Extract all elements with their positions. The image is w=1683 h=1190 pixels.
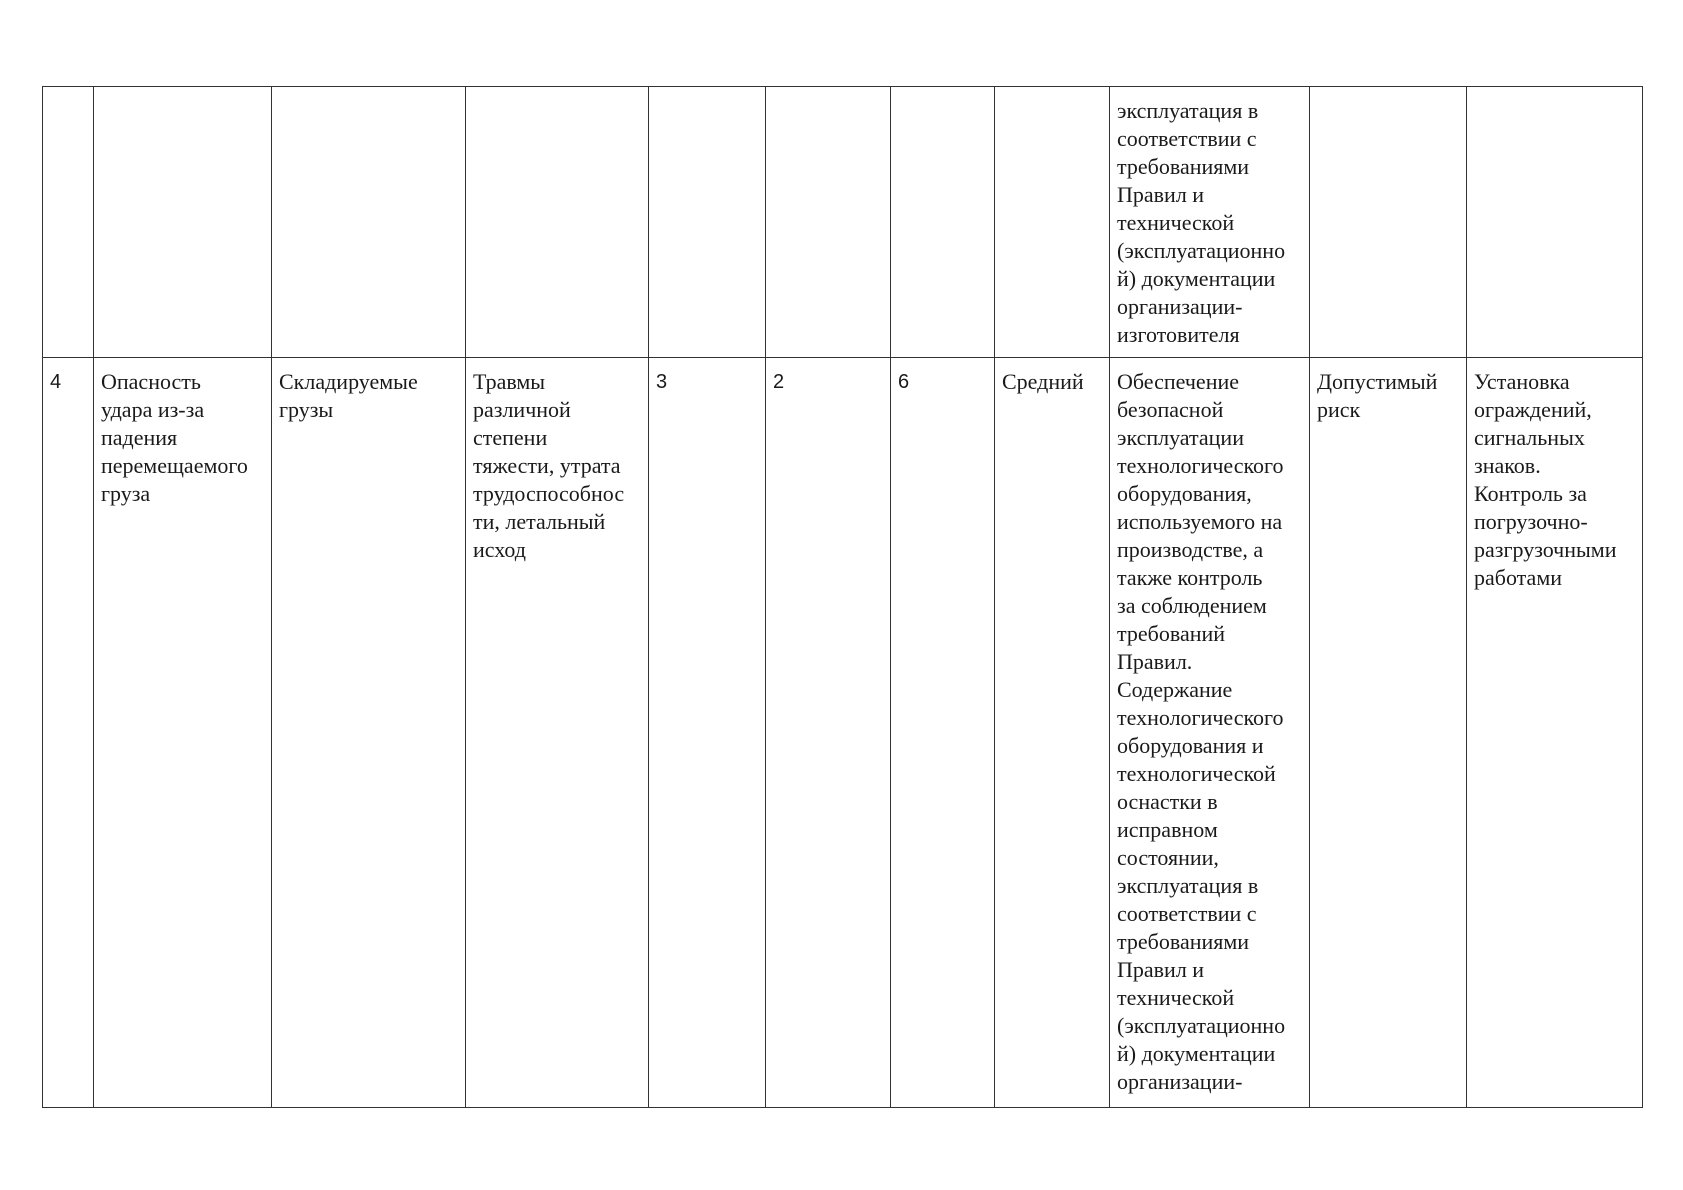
cell-consequence: Травмы различной степени тяжести, утрата трудоспособнос ти, летальный исход	[466, 358, 649, 1108]
cell-risk-level: Средний	[995, 358, 1110, 1108]
cell-number	[43, 87, 94, 358]
table-row	[43, 358, 1643, 1108]
cell-probability: 2	[766, 358, 891, 1108]
cell-hazard: Опасность удара из-за падения перемещаемого груза	[94, 358, 272, 1108]
cell-additional-measures	[1467, 87, 1643, 358]
cell-hazard	[94, 87, 272, 358]
cell-additional-measures: Установка ограждений, сигнальных знаков. Контроль за погрузочно- разгрузочными работами	[1467, 358, 1643, 1108]
cell-measures: Обеспечение безопасной эксплуатации технологического оборудования, используемого на производстве, а также контроль за соблюдением требований Правил. Содержание технологического оборудования и технологической оснастки в исправном состоянии, эксплуатация в соответствии с требованиями Правил и технической (эксплуатационно й) документации организации-	[1110, 358, 1310, 1108]
cell-number: 4	[43, 358, 94, 1108]
cell-risk-score	[891, 87, 995, 358]
cell-residual-risk: Допустимый риск	[1310, 358, 1467, 1108]
cell-severity	[649, 87, 766, 358]
cell-probability	[766, 87, 891, 358]
cell-risk-level	[995, 87, 1110, 358]
cell-consequence	[466, 87, 649, 358]
cell-residual-risk	[1310, 87, 1467, 358]
cell-source: Складируемые грузы	[272, 358, 466, 1108]
cell-severity: 3	[649, 358, 766, 1108]
cell-measures: эксплуатация в соответствии с требованиями Правил и технической (эксплуатационно й) документации организации- изготовителя	[1110, 87, 1310, 358]
cell-risk-score: 6	[891, 358, 995, 1108]
table-row	[43, 87, 1643, 358]
risk-assessment-table	[42, 86, 1643, 1108]
cell-source	[272, 87, 466, 358]
